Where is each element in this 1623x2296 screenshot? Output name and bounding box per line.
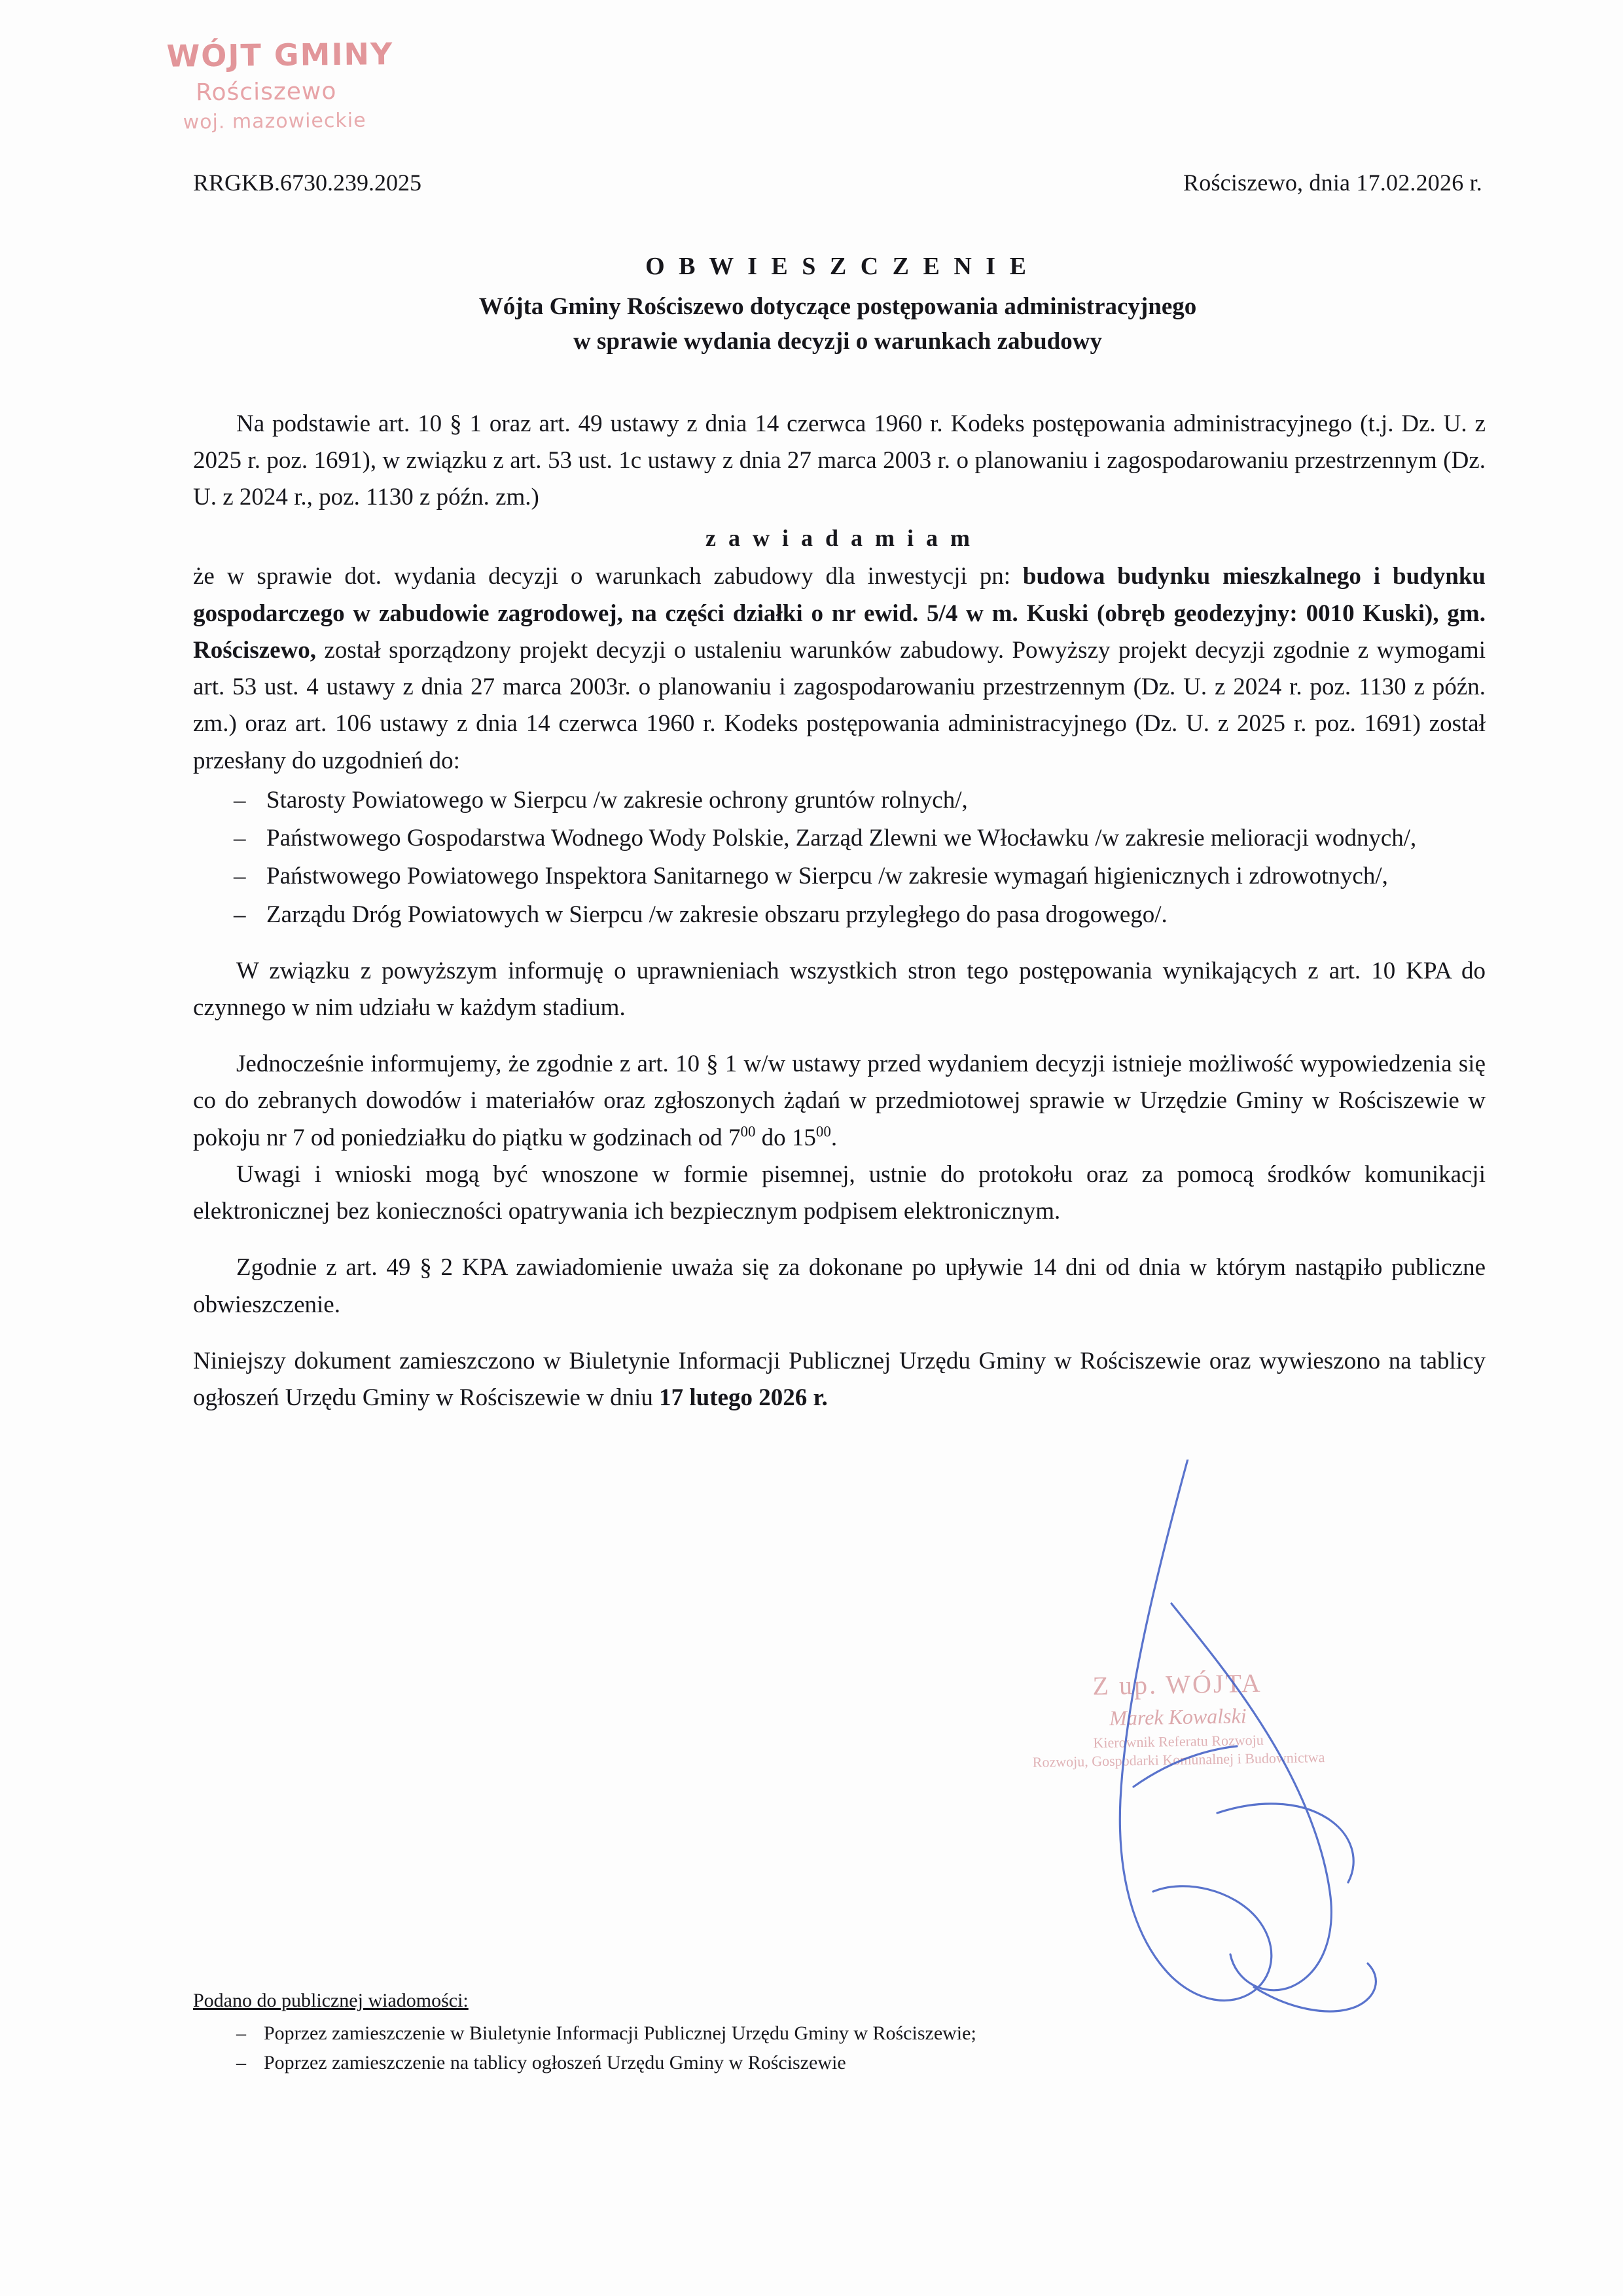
office-hours-paragraph <box>193 1046 1486 1157</box>
office-hours-text-before: Jednocześnie informujemy, że zgodnie z art. 10 § 1 w/w ustawy przed wydaniem decyzji istnieje możliwość wypowiedzenia się co do zebranych dowodów i materiałów oraz zgłoszonych żądań w przedmiotowej sprawie w Urzędzie Gminy w Rościszewie w pokoju nr 7 od poniedziałku do piątku w godzinach od 7 <box>193 1050 1486 1151</box>
page-subtitle-1: Wójta Gminy Rościszewo dotyczące postępowania administracyjnego <box>478 293 1197 320</box>
footer-list <box>193 2019 1482 2077</box>
page-subtitle-2: w sprawie wydania decyzji o warunkach zabudowy <box>573 328 1102 355</box>
publication-text: Niniejszy dokument zamieszczono w Biuletynie Informacji Publicznej Urzędu Gminy w Rościszewie oraz wywieszono na tablicy ogłoszeń Urzędu Gminy w Rościszewie w dniu <box>193 1347 1486 1412</box>
document-header-line <box>193 169 1482 196</box>
office-hours-sup-close: 00 <box>815 1123 831 1140</box>
rights-paragraph: W związku z powyższym informuję o uprawnieniach wszystkich stron tego postępowania wynikających z art. 10 KPA do czynnego w nim udziału w każdym stadium. <box>193 957 1486 1021</box>
footer-heading: Podano do publicznej wiadomości: <box>193 1990 469 2011</box>
remarks-paragraph: Uwagi i wnioski mogą być wnoszone w formie pisemnej, ustnie do protokołu oraz za pomocą środków komunikacji elektronicznej bez konieczności opatrywania ich bezpiecznym podpisem elektronicznym. <box>193 1160 1486 1225</box>
reference-number: RRGKB.6730.239.2025 <box>193 170 422 196</box>
document-body <box>193 406 1486 1416</box>
document-title-block <box>193 252 1482 355</box>
office-stamp-line2: Rościszewo <box>195 77 337 106</box>
footer-item-text: Poprzez zamieszczenie na tablicy ogłoszeń Urzędu Gminy w Rościszewie <box>264 2052 846 2073</box>
signature-stamp-line4: Rozwoju, Gospodarki Komunalnej i Budownictwa <box>1032 1749 1325 1770</box>
signature-stamp-line3: Kierownik Referatu Rozwoju <box>1093 1731 1264 1751</box>
list-item <box>193 2049 1482 2077</box>
office-stamp-line3: woj. mazowieckie <box>183 109 366 134</box>
delivery-paragraph: Zgodnie z art. 49 § 2 KPA zawiadomienie uważa się za dokonane po upływie 14 dni od dnia w którym nastąpiło publiczne obwieszczenie. <box>193 1254 1486 1318</box>
dash-marker: – <box>234 825 246 852</box>
agreement-item-text: Zarządu Dróg Powiatowych w Sierpcu /w zakresie obszaru przyległego do pasa drogowego/. <box>266 901 1168 928</box>
agreement-item-text: Starosty Powiatowego w Sierpcu /w zakresie ochrony gruntów rolnych/, <box>266 786 968 814</box>
list-item <box>193 2019 1482 2048</box>
main-paragraph <box>193 558 1486 779</box>
agreement-item-text: Państwowego Gospodarstwa Wodnego Wody Polskie, Zarząd Zlewni we Włocławku /w zakresie melioracji wodnych/, <box>266 825 1417 852</box>
list-item <box>193 782 1486 819</box>
office-stamp-line1: WÓJT GMINY <box>166 36 394 74</box>
signature-area <box>949 1460 1420 2016</box>
list-item <box>193 858 1486 895</box>
notify-heading: z a w i a d a m i a m <box>705 524 973 551</box>
footer-item-text: Poprzez zamieszczenie w Biuletynie Informacji Publicznej Urzędu Gminy w Rościszewie; <box>264 2022 976 2044</box>
publication-paragraph <box>193 1343 1486 1416</box>
handwritten-signature-icon <box>890 1460 1414 2016</box>
signature-stamp-line1: Z up. WÓJTA <box>1092 1668 1262 1701</box>
dash-marker: – <box>234 863 246 890</box>
publication-footer <box>193 1986 1482 2079</box>
main-paragraph-part1: że w sprawie dot. wydania decyzji o warunkach zabudowy dla inwestycji pn: <box>193 563 1023 590</box>
agreement-item-text: Państwowego Powiatowego Inspektora Sanitarnego w Sierpcu /w zakresie wymagań higienicznych i zdrowotnych/, <box>266 863 1388 890</box>
dash-marker: – <box>236 2022 246 2044</box>
investment-description: budowa budynku mieszkalnego i budynku gospodarczego w zabudowie zagrodowej, na części działki o nr ewid. 5/4 w m. Kuski (obręb geodezyjny: 0010 Kuski), gm. Rościszewo, <box>193 563 1486 664</box>
dash-marker: – <box>234 786 246 814</box>
signature-stamp-line2: Marek Kowalski <box>1109 1704 1247 1730</box>
list-item <box>193 897 1486 933</box>
page-title: O B W I E S Z C Z E N I E <box>645 253 1030 280</box>
dash-marker: – <box>236 2052 246 2073</box>
office-hours-text-mid: do 15 <box>755 1124 816 1151</box>
list-item <box>193 820 1486 857</box>
office-hours-sup-open: 00 <box>740 1123 756 1140</box>
dash-marker: – <box>234 901 246 928</box>
publication-date: 17 lutego 2026 r. <box>659 1384 828 1412</box>
legal-basis-paragraph: Na podstawie art. 10 § 1 oraz art. 49 ustawy z dnia 14 czerwca 1960 r. Kodeks postępowania administracyjnego (t.j. Dz. U. z 2025 r. poz. 1691), w związku z art. 53 ust. 1c ustawy z dnia 27 marca 2003 r. o planowaniu i zagospodarowaniu przestrzennym (Dz. U. z 2024 r., poz. 1130 z późn. zm.) <box>193 410 1486 511</box>
main-paragraph-part2: został sporządzony projekt decyzji o ustaleniu warunków zabudowy. Powyższy projekt decyzji zgodnie z wymogami art. 53 ust. 4 ustawy z dnia 27 marca 2003r. o planowaniu i zagospodarowaniu przestrzennym (Dz. U. z 2024 r. poz. 1130 z późn. zm.) oraz art. 106 ustawy z dnia 14 czerwca 1960 r. Kodeks postępowania administracyjnego (Dz. U. z 2025 r. poz. 1691) został przesłany do uzgodnień do: <box>193 636 1486 774</box>
agreement-list <box>193 782 1486 933</box>
signature-stamp <box>968 1665 1389 1772</box>
office-hours-text-after: . <box>830 1124 838 1151</box>
office-stamp <box>166 34 508 134</box>
place-and-date: Rościszewo, dnia 17.02.2026 r. <box>1183 170 1482 196</box>
